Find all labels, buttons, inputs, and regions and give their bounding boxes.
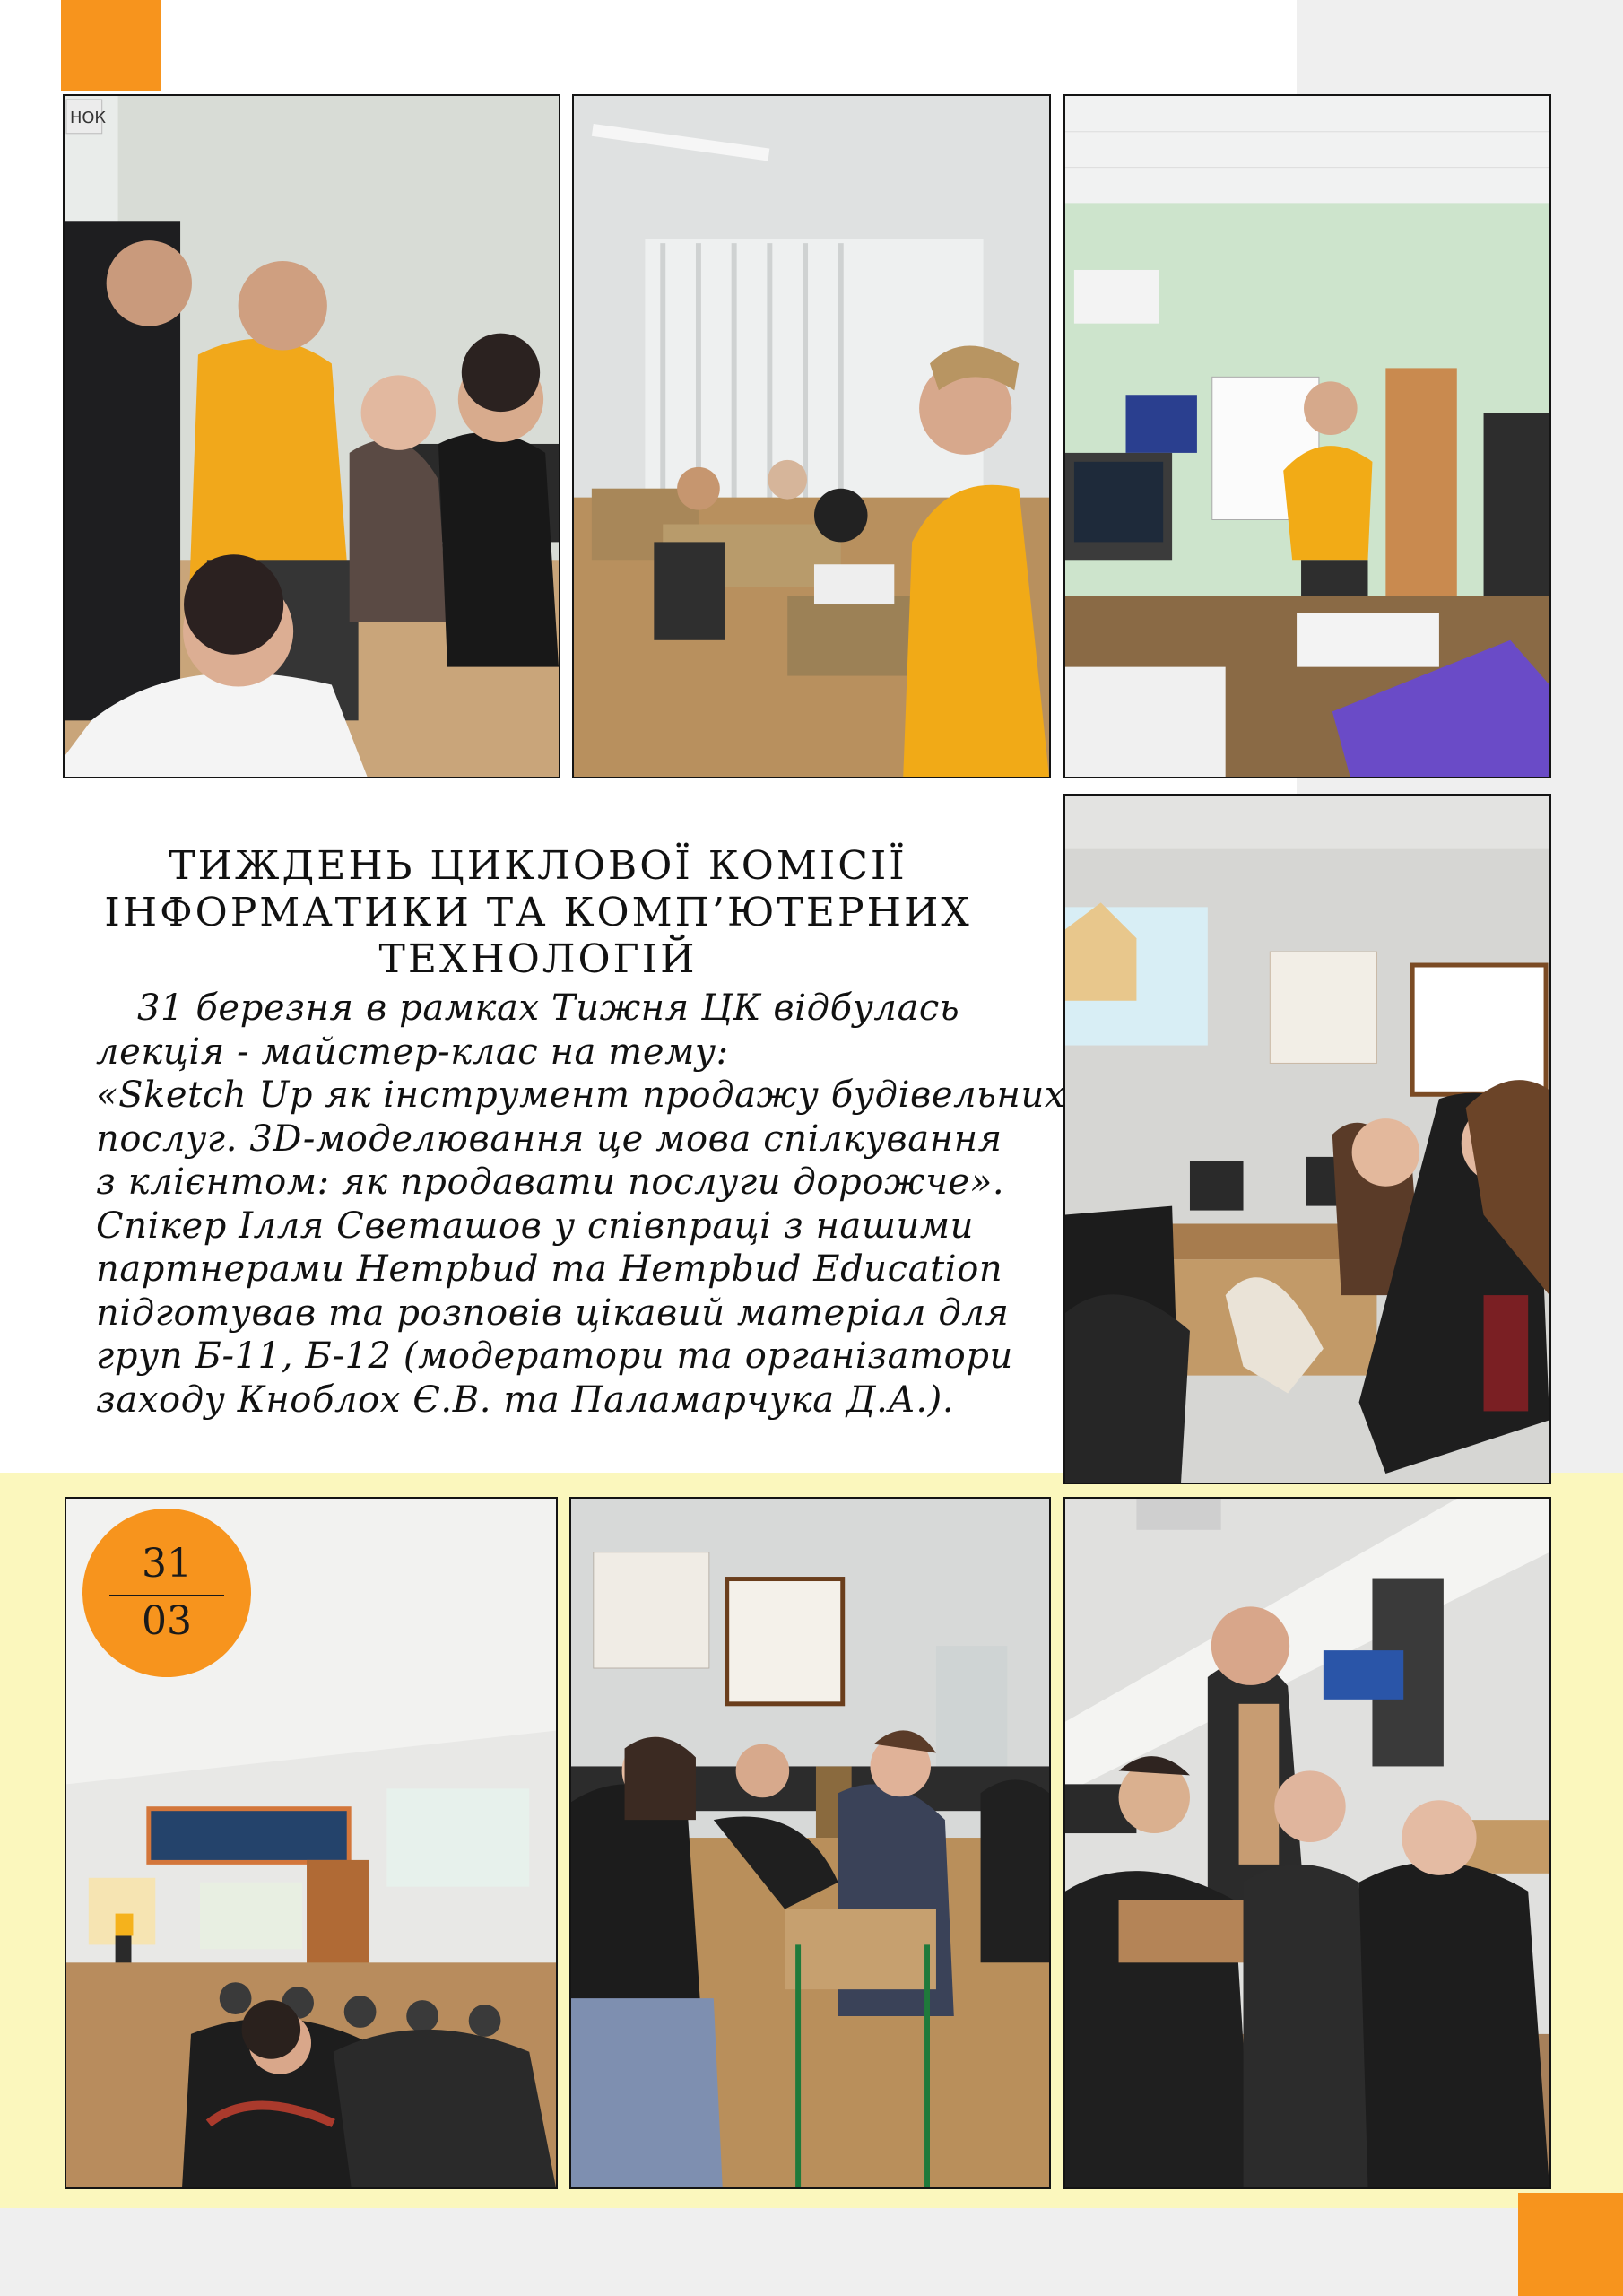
body-line: лекція - майстер-клас на тему: (96, 1031, 729, 1073)
date-badge (82, 1509, 251, 1677)
photo-speaker-with-students (63, 94, 560, 778)
body-line: послуг. 3D-моделювання це мова спілкування (96, 1118, 1002, 1160)
article-title (90, 843, 986, 983)
page-margin-bottom (0, 2208, 1623, 2296)
date-month: 03 (142, 1598, 192, 1644)
title-line: ІНФОРМАТИКИ ТА КОМП’ЮТЕРНИХ (104, 890, 972, 935)
decor-square-top-left (61, 0, 161, 91)
photo-students-discussion (569, 1497, 1051, 2189)
decor-square-bottom-right (1518, 2193, 1623, 2296)
body-line: з клієнтом: як продавати послуги дорожче». (96, 1161, 1005, 1203)
photo-group-with-model (1063, 1497, 1551, 2189)
body-line: заходу Кноблох Є.В. та Паламарчука Д.А.). (96, 1378, 955, 1421)
article-body (96, 987, 1066, 1422)
door-sign: НОК (69, 108, 107, 127)
body-line: Спікер Ілля Светашов у співпраці з нашими (96, 1205, 974, 1247)
date-divider (109, 1595, 224, 1596)
body-line: груп Б-11, Б-12 (модератори та організатори (96, 1335, 1013, 1377)
title-line: ТЕХНОЛОГІЙ (378, 936, 698, 982)
photo-speaker-in-classroom (572, 94, 1051, 778)
body-line: підготував та розповів цікавий матеріал для (96, 1292, 1010, 1334)
body-line: партнерами Hempbud та Hempbud Education (96, 1248, 1003, 1290)
photo-speaker-at-whiteboard (1063, 94, 1551, 778)
title-line: ТИЖДЕНЬ ЦИКЛОВОЇ КОМІСІЇ (169, 843, 907, 889)
photo-students-at-desks (1063, 794, 1551, 1484)
date-day: 31 (142, 1541, 192, 1587)
body-line: «Sketch Up як інструмент продажу будівельних (96, 1074, 1066, 1116)
body-line: 31 березня в рамках Тижня ЦК відбулась (137, 987, 960, 1029)
